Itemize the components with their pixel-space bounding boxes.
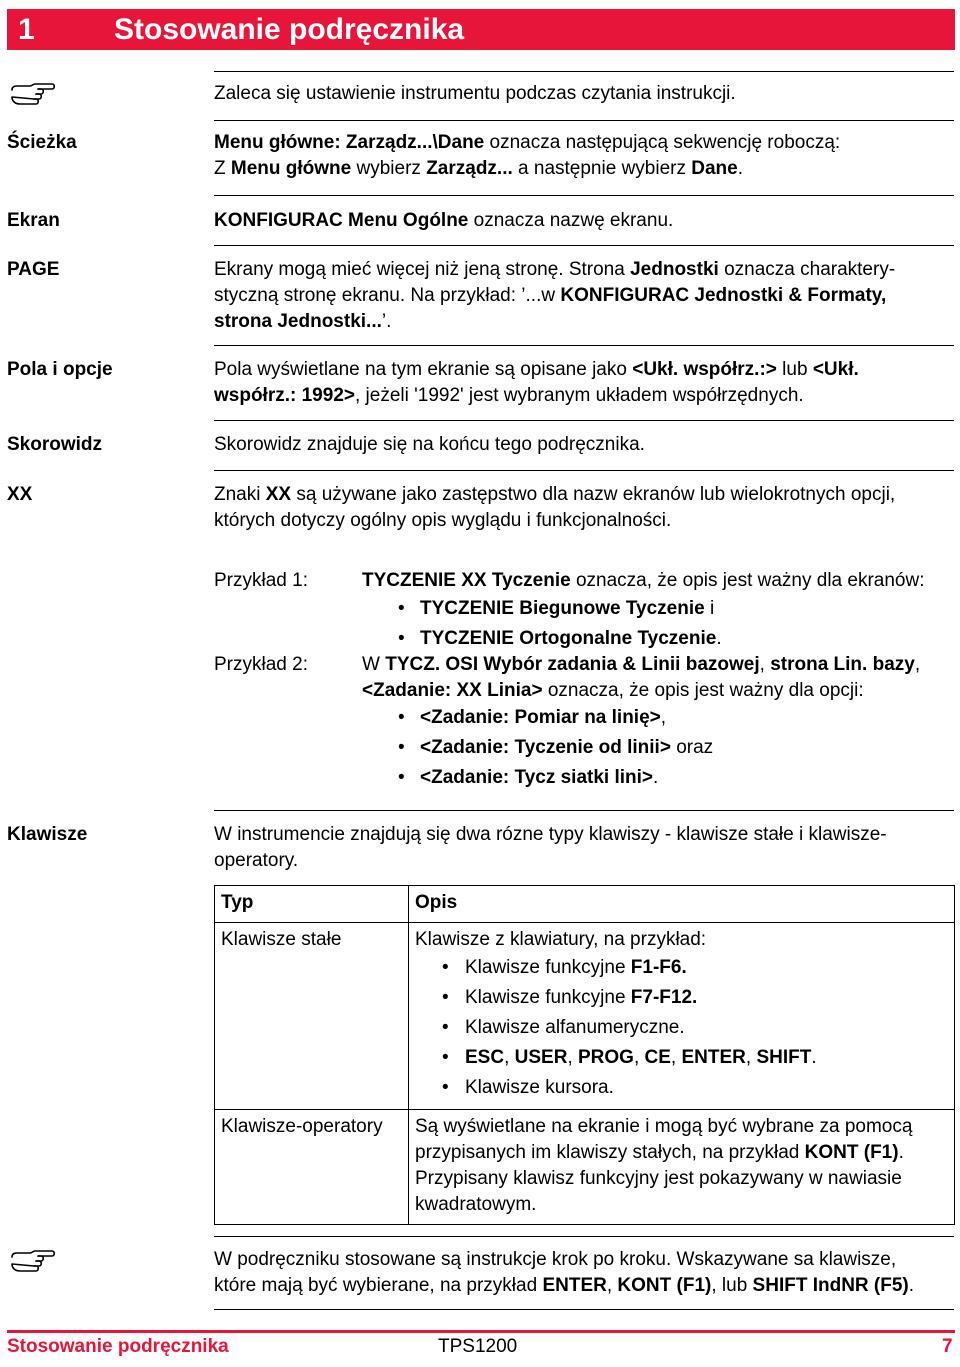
cell-description: Klawisze z klawiatury, na przykład: • Klawisze funkcyjne F1-F6. • Klawisze funkcyjne F7-F12. • Klawisze alfanumeryczne. • ESC, USER, PROG, CE, ENTER, SHIFT. • Klawisze kursora. (409, 923, 955, 1110)
divider (214, 470, 954, 471)
keys-description: W instrumencie znajdują się dwa rózne typy klawiszy - klawisze stałe i klawisze- operatory. (214, 824, 887, 871)
list-item: • Klawisze funkcyjne F1-F6. (442, 957, 687, 978)
fields-description: Pola wyświetlane na tym ekranie są opisane jako <Ukł. współrz.:> lub <Ukł. współrz.: 1992>, jeżeli '1992' jest wybranym układem współrzędnych. (214, 359, 859, 406)
path-description: Menu główne: Zarządz...\Dane oznacza następującą sekwencję roboczą: Z Menu główne wybierz Zarządz... a następnie wybierz Dane. (214, 132, 841, 179)
column-header-description: Opis (409, 886, 955, 923)
footer-section-title: Stosowanie podręcznika (7, 1336, 229, 1357)
divider (214, 420, 954, 421)
divider (214, 810, 954, 811)
chapter-header (7, 9, 955, 50)
fields-label: Pola i opcje (7, 359, 113, 380)
divider (214, 345, 954, 346)
table-row (215, 923, 955, 1110)
divider (214, 120, 954, 121)
screen-label: Ekran (7, 210, 60, 231)
page-description: Ekrany mogą mieć więcej niż jeną stronę. Strona Jednostki oznacza charaktery- styczną stronę ekranu. Na przykład: ’...w KONFIGURAC Jednostki & Formaty, strona Jednostki...’. (214, 259, 896, 332)
footer-rule (7, 1330, 955, 1333)
divider (214, 1236, 954, 1237)
footer-product: TPS1200 (438, 1336, 518, 1357)
intro-note-text: Zaleca się ustawienie instrumentu podczas czytania instrukcji. (214, 83, 736, 104)
example-1-label: Przykład 1: (214, 570, 308, 591)
chapter-title: Stosowanie podręcznika (114, 13, 465, 46)
screen-description: KONFIGURAC Menu Ogólne oznacza nazwę ekranu. (214, 210, 674, 231)
table-header-row (215, 886, 955, 923)
index-label: Skorowidz (7, 434, 103, 455)
list-item: • ESC, USER, PROG, CE, ENTER, SHIFT. (442, 1047, 817, 1068)
xx-description: Znaki XX są używane jako zastępstwo dla nazw ekranów lub wielokrotnych opcji, których dotyczy ogólny opis wyglądu i funkcjonalności. (214, 484, 896, 531)
list-item: • Klawisze funkcyjne F7-F12. (442, 987, 698, 1008)
chapter-number: 1 (18, 13, 35, 46)
cell-type: Klawisze stałe (215, 923, 409, 1110)
divider (214, 71, 954, 72)
pointing-hand-icon (8, 80, 58, 108)
example-1-text: TYCZENIE XX Tyczenie oznacza, że opis jest ważny dla ekranów: (362, 570, 925, 591)
path-label: Ścieżka (7, 132, 77, 153)
index-description: Skorowidz znajduje się na końcu tego podręcznika. (214, 434, 645, 455)
example-2-text: W TYCZ. OSI Wybór zadania & Linii bazowej, strona Lin. bazy, <Zadanie: XX Linia> oznacza, że opis jest ważny dla opcji: (362, 654, 921, 701)
divider (214, 195, 954, 196)
xx-label: XX (7, 484, 33, 505)
column-header-type: Typ (215, 886, 409, 923)
list-item: • Klawisze alfanumeryczne. (442, 1017, 685, 1038)
divider (214, 1309, 954, 1310)
divider (214, 245, 954, 246)
example-2-label: Przykład 2: (214, 654, 308, 675)
keys-table (214, 885, 955, 1225)
keys-label: Klawisze (7, 824, 88, 845)
page-label: PAGE (7, 259, 60, 280)
cell-type: Klawisze-operatory (215, 1110, 409, 1225)
final-note-text: W podręczniku stosowane są instrukcje krok po kroku. Wskazywane sa klawisze, które mają być wybierane, na przykład ENTER, KONT (F1), lub SHIFT IndNR (F5). (214, 1249, 915, 1296)
footer-page-number: 7 (942, 1336, 953, 1357)
table-row (215, 1110, 955, 1225)
cell-description: Są wyświetlane na ekranie i mogą być wybrane za pomocą przypisanych im klawiszy stałych, na przykład KONT (F1). Przypisany klawisz funkcyjny jest pokazywany w nawiasie kwadratowym. (409, 1110, 955, 1225)
list-item: • Klawisze kursora. (442, 1077, 614, 1098)
pointing-hand-icon (8, 1247, 58, 1275)
